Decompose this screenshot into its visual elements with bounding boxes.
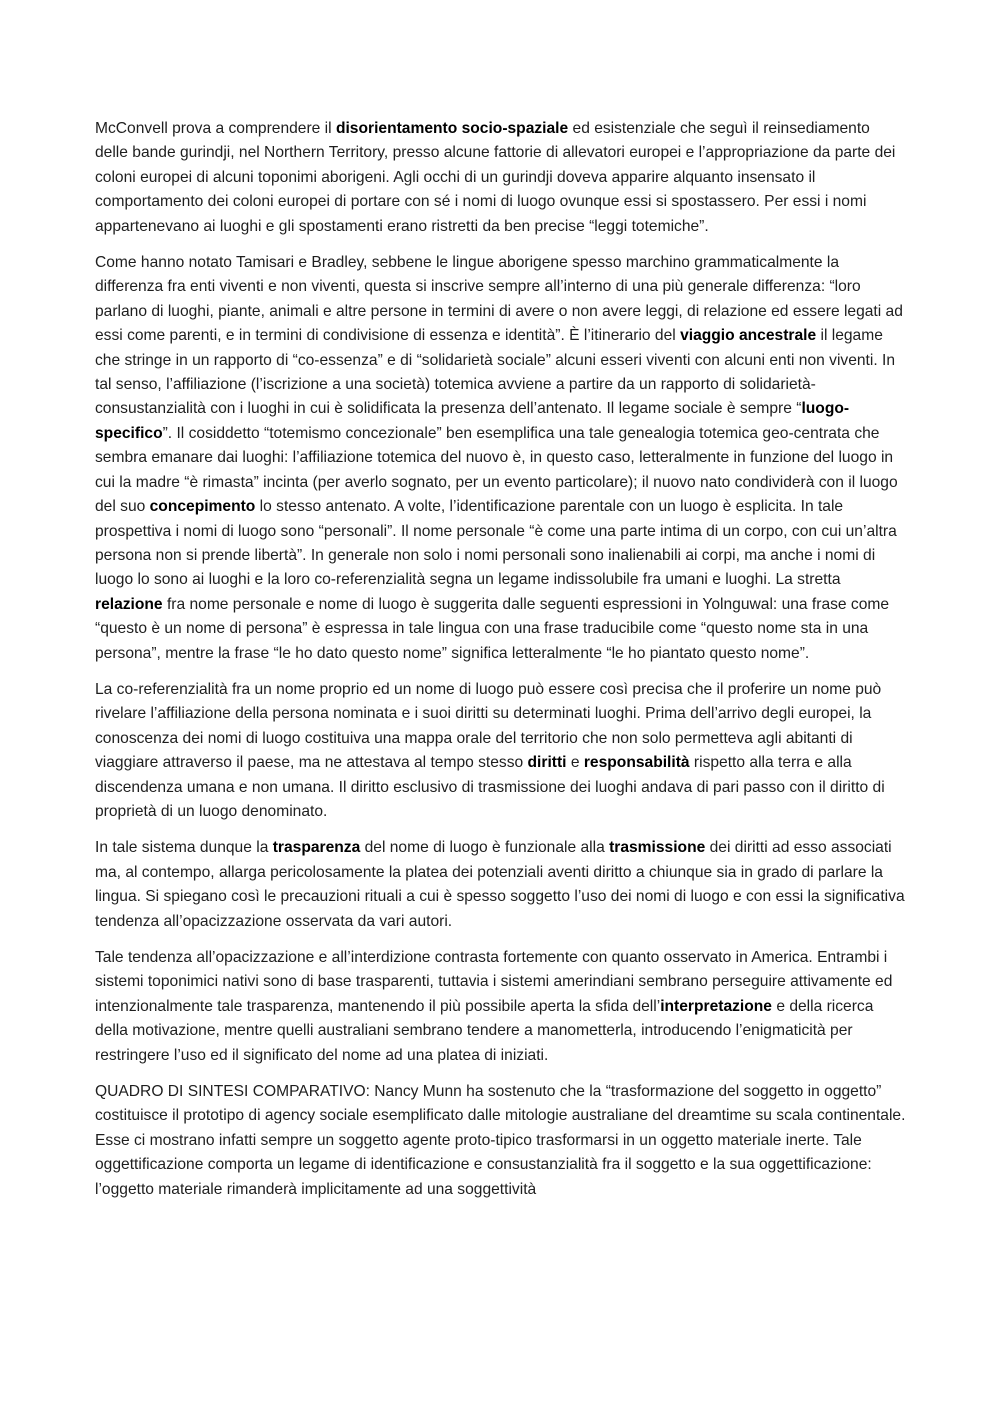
text-segment: dei diritti ad esso associati ma, al contempo, allarga pericolosamente la platea dei potenziali aventi diritto a chiunque sia in grado di parlare la lingua. Si spiegano così le precauzioni rituali a cui è spesso soggetto l’uso dei nomi di luogo e con essi la significativa tendenza all’opacizzazione osservata da vari autori.	[95, 839, 905, 930]
bold-term-responsabilita: responsabilità	[583, 754, 690, 772]
text-segment: Come hanno notato Tamisari e Bradley, sebbene le lingue aborigene spesso marchino grammaticalmente la differenza fra enti viventi e non viventi, questa si inscrive sempre all’interno di una più generale differenza: “loro parlano di luoghi, piante, animali e altre persone in termini di avere o non avere leggi, di relazione ed essere legati ad essi come parenti, e in termini di condivisione di essenza e identità”. È l’itinerario del	[95, 254, 903, 345]
text-segment: e della ricerca della motivazione, mentre quelli australiani sembrano tendere a manometterla, introducendo l’enigmaticità per restringere l’uso ed il significato del nome ad una platea di iniziati.	[95, 997, 874, 1064]
text-segment: il legame che stringe in un rapporto di “co-essenza” e di “solidarietà sociale” alcuni esseri viventi con alcuni enti non viventi. In tal senso, l’affiliazione (l’iscrizione a una società) totemica avviene a partire da un rapporto di solidarietà-consustanzialità con i luoghi in cui è solidificata la presenza dell’antenato. Il legame sociale è sempre “	[95, 327, 896, 418]
text-segment: del nome di luogo è funzionale alla	[360, 839, 610, 857]
bold-term-luogo-specifico: luogo-specifico	[95, 400, 850, 442]
text-segment: e	[566, 754, 584, 772]
text-segment: lo stesso antenato. A volte, l’identificazione parentale con un luogo è esplicita. In tale prospettiva i nomi di luogo sono “personali”. Il nome personale “è come una parte intima di un corpo, con cui un’altra persona non si prende libertà”. In generale non solo i nomi personali sono inalienabili ai corpi, ma anche i nomi di luogo lo sono ai luoghi e la loro co-referenzialità segna un legame indissolubile fra umani e luoghi. La stretta	[95, 498, 897, 589]
paragraph-5	[95, 946, 907, 1068]
paragraph-4	[95, 836, 907, 934]
paragraph-6	[95, 1080, 907, 1202]
text-segment: rispetto alla terra e alla discendenza umana e non umana. Il diritto esclusivo di trasmissione dei luoghi andava di pari passo con il diritto di proprietà di un luogo denominato.	[95, 754, 885, 820]
bold-term-trasparenza: trasparenza	[272, 839, 361, 857]
paragraph-3	[95, 678, 907, 824]
text-segment: QUADRO DI SINTESI COMPARATIVO: Nancy Munn ha sostenuto che la “trasformazione del soggetto in oggetto” costituisce il prototipo di agency sociale esemplificato dalle mitologie australiane del dreamtime su scala continentale. Esse ci mostrano infatti sempre un soggetto agente proto-tipico trasformarsi in un oggetto materiale inerte. Tale oggettificazione comporta un legame di identificazione e consustanzialità fra il soggetto e la sua oggettificazione: l’oggetto materiale rimanderà implicitamente ad una soggettività	[95, 1083, 906, 1198]
text-segment: La co-referenzialità fra un nome proprio ed un nome di luogo può essere così precisa che il proferire un nome può rivelare l’affiliazione della persona nominata e i suoi diritti su determinati luoghi. Prima dell’arrivo degli europei, la conoscenza dei nomi di luogo costituiva una mappa orale del territorio che non solo permetteva agli abitanti di viaggiare attraverso il paese, ma ne attestava al tempo stesso	[95, 680, 882, 772]
bold-term-viaggio-ancestrale: viaggio ancestrale	[680, 327, 817, 345]
text-segment: fra nome personale e nome di luogo è suggerita dalle seguenti espressioni in Yolnguwal: una frase come “questo è un nome di persona” è espressa in tale lingua con una frase traducibile come “questo nome sta in una persona”, mentre la frase “le ho dato questo nome” significa letteralmente “le ho piantato questo nome”.	[95, 595, 890, 662]
bold-term-concepimento: concepimento	[149, 498, 256, 516]
document-page	[95, 117, 907, 1214]
text-segment: ed esistenziale che seguì il reinsediamento delle bande gurindji, nel Northern Territory, presso alcune fattorie di allevatori europei e l’appropriazione da parte dei coloni europei di alcuni toponimi aborigeni. Agli occhi di un gurindji doveva apparire alquanto insensato il comportamento dei coloni europei di portare con sé i nomi di luogo ovunque essi si spostassero. Per essi i nomi appartenevano ai luoghi e gli spostamenti erano ristretti da ben precise “leggi totemiche”.	[95, 120, 896, 235]
bold-term-relazione: relazione	[95, 595, 163, 613]
bold-term-interpretazione: interpretazione	[660, 997, 772, 1015]
text-segment: Tale tendenza all’opacizzazione e all’interdizione contrasta fortemente con quanto osservato in America. Entrambi i sistemi toponimici nativi sono di base trasparenti, tuttavia i sistemi amerindiani sembrano perseguire attivamente ed intenzionalmente tale trasparenza, mantenendo il più possibile aperta la sfida dell’	[95, 949, 893, 1015]
paragraph-1	[95, 117, 907, 239]
text-segment: In tale sistema dunque la	[95, 839, 273, 857]
text-segment: ”. Il cosiddetto “totemismo concezionale” ben esemplifica una tale genealogia totemica geo-centrata che sembra emanare dai luoghi: l’affiliazione totemica del nuovo è, in questo caso, letteralmente in funzione del luogo in cui la madre “è rimasta” incinta (per averlo sognato, per un evento particolare); il nuovo nato condividerà con il luogo del suo	[95, 424, 898, 516]
bold-term-diritti: diritti	[527, 754, 567, 772]
text-segment: McConvell prova a comprendere il	[95, 120, 336, 137]
bold-term-trasmissione: trasmissione	[609, 839, 706, 857]
bold-term-disorientamento: disorientamento socio-spaziale	[335, 120, 569, 137]
paragraph-2	[95, 251, 907, 666]
